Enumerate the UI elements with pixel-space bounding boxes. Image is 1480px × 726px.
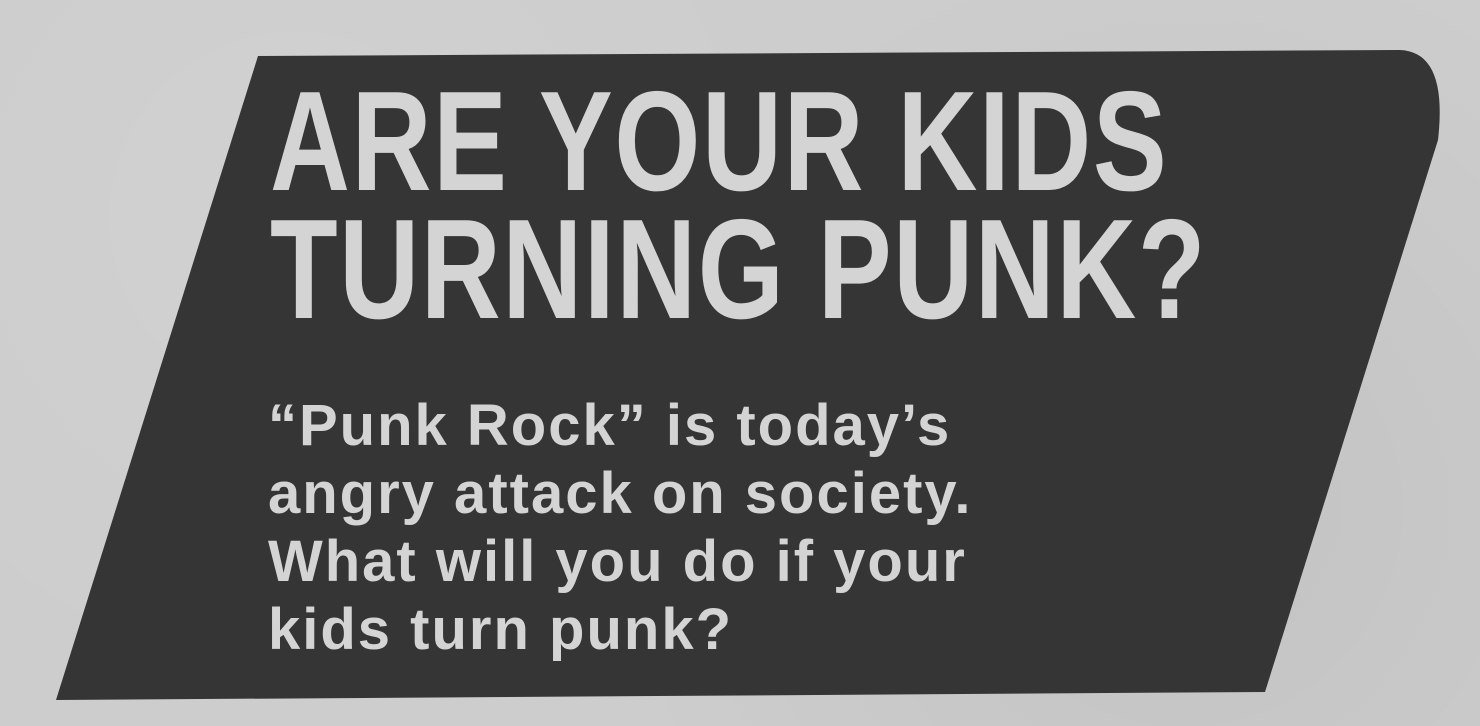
subheadline bbox=[268, 392, 1268, 664]
subheadline-line-1: “Punk Rock” is today’s bbox=[268, 393, 952, 458]
subheadline-line-4: kids turn punk? bbox=[268, 597, 733, 662]
headline-line-2: TURNING PUNK? bbox=[270, 190, 1208, 349]
headline bbox=[270, 62, 1390, 349]
subheadline-line-3: What will you do if your bbox=[268, 529, 967, 594]
headline-line-1: ARE YOUR KIDS bbox=[270, 62, 1169, 221]
subheadline-line-2: angry attack on society. bbox=[268, 461, 973, 526]
